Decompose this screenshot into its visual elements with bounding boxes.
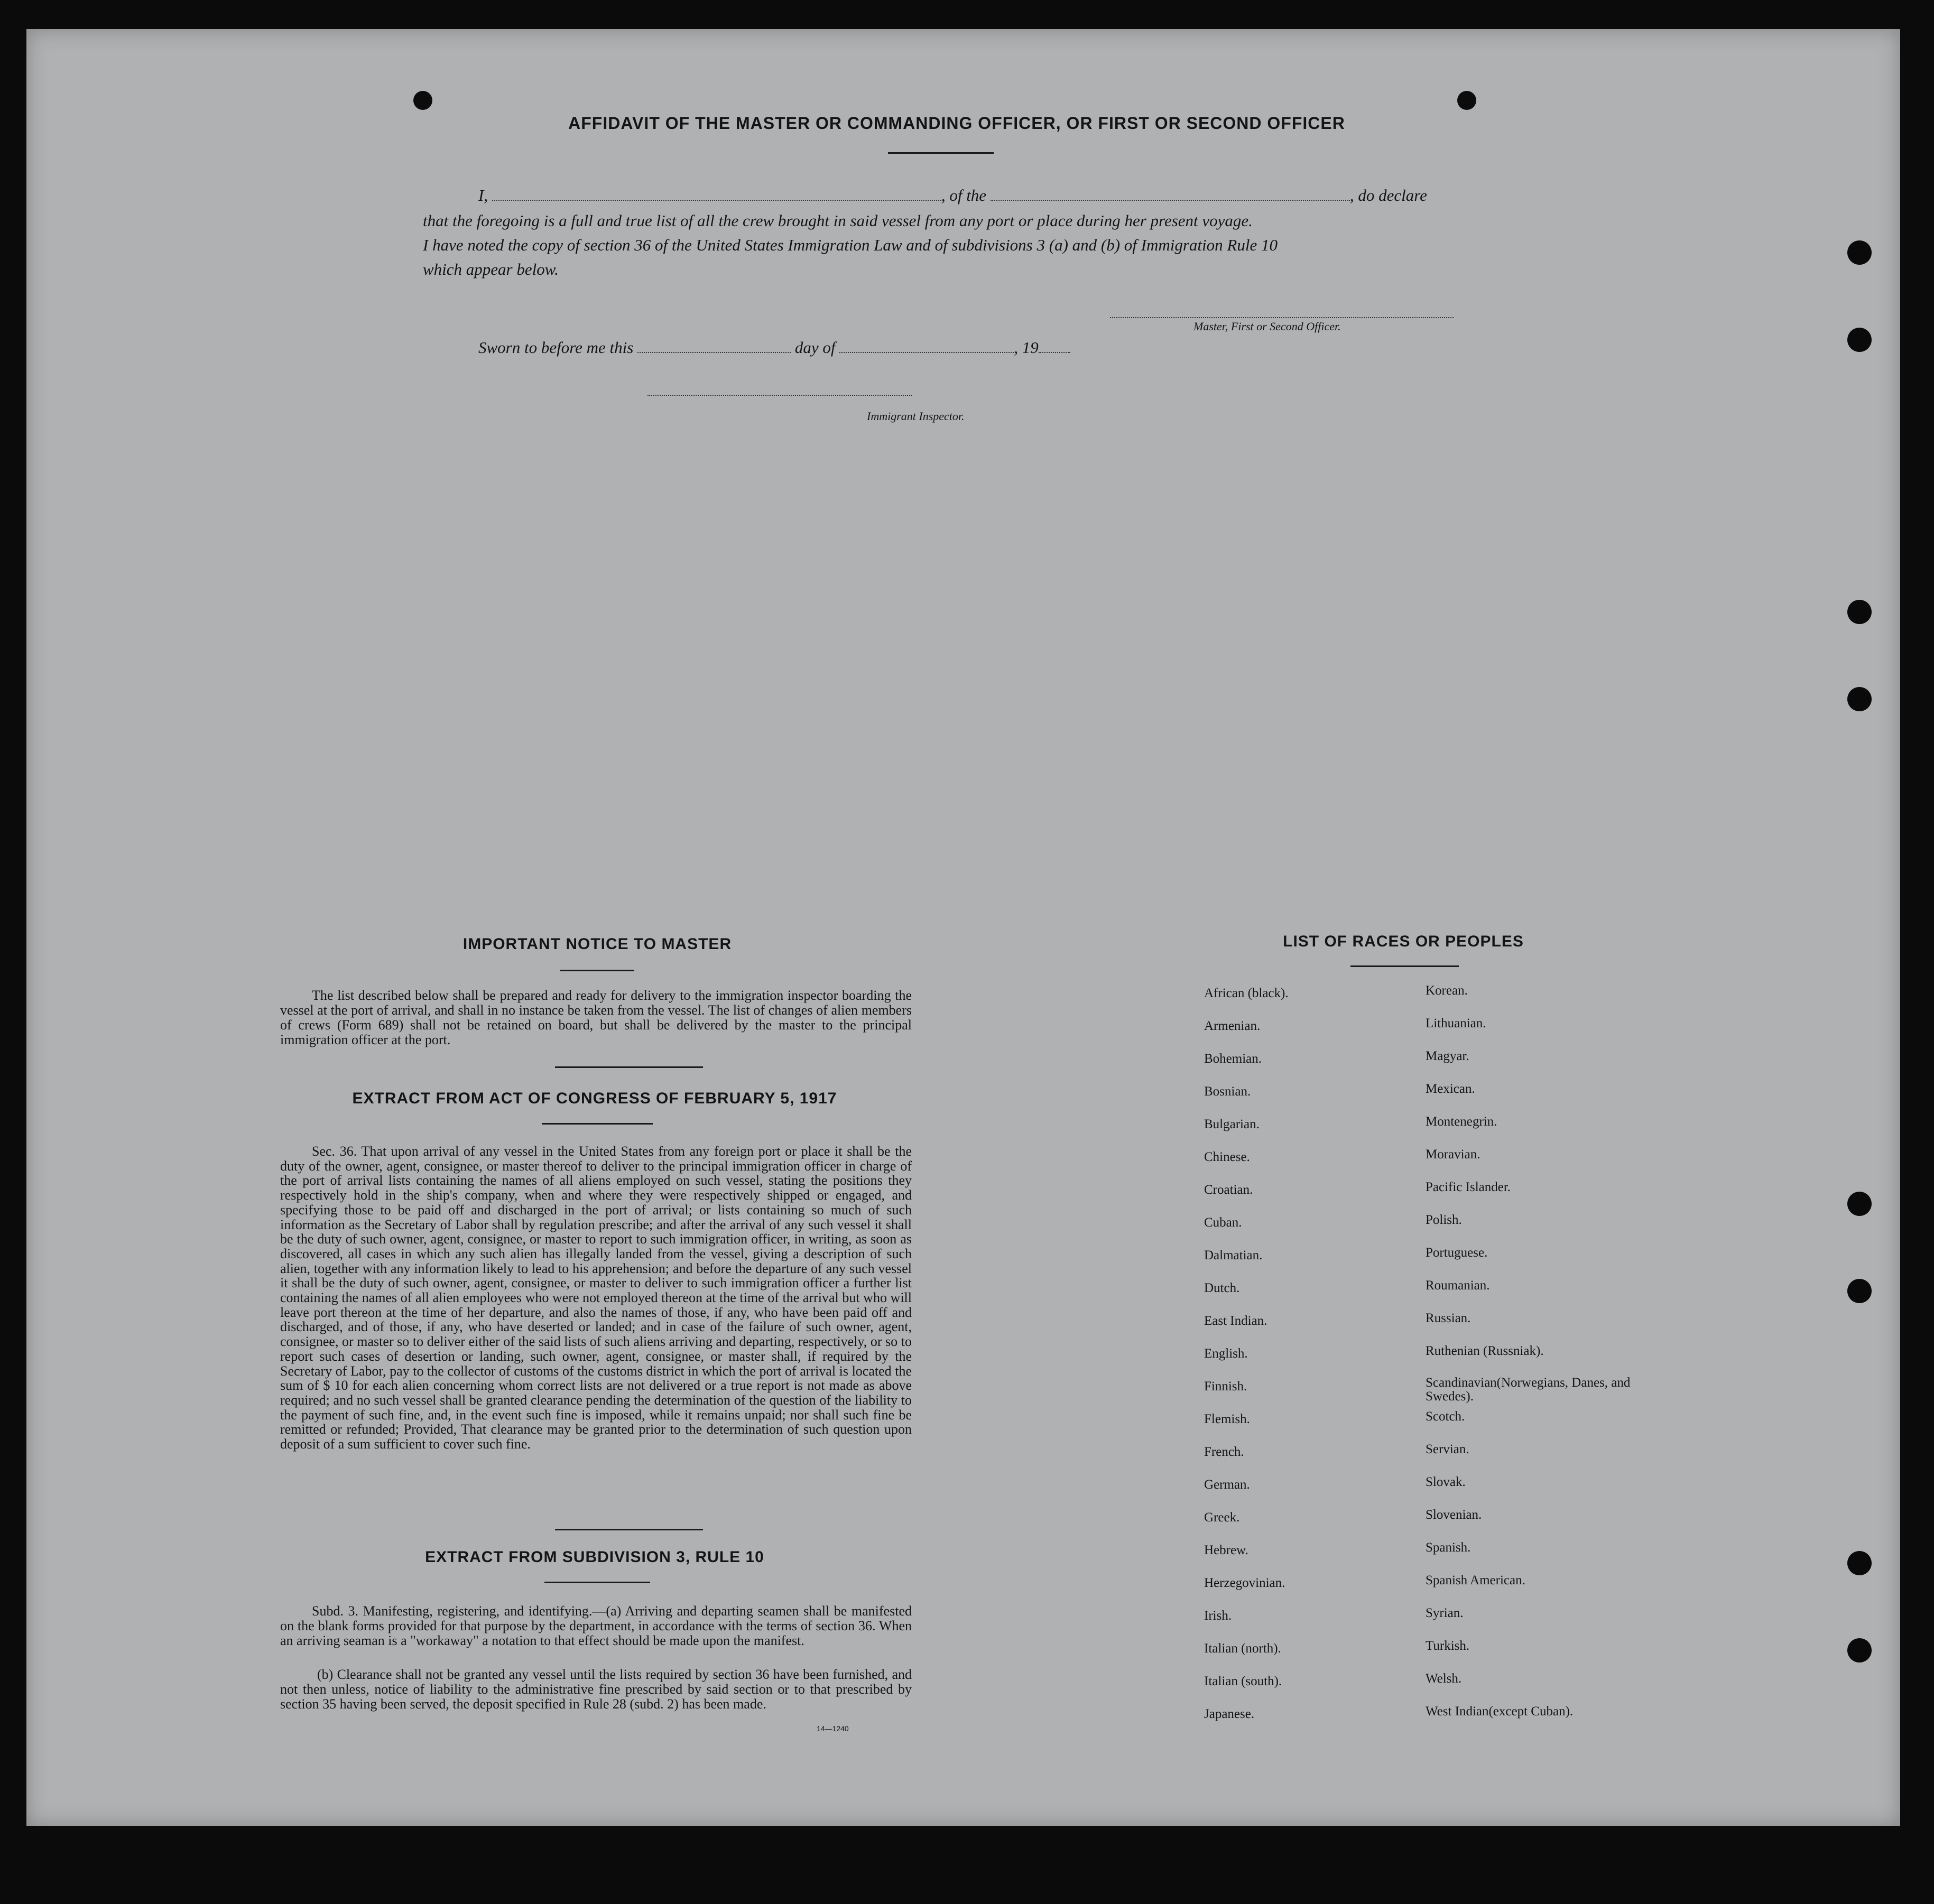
year-field[interactable] bbox=[1039, 352, 1070, 353]
binder-hole bbox=[1847, 240, 1872, 265]
affidavit-title: AFFIDAVIT OF THE MASTER OR COMMANDING OFFICER, OR FIRST OR SECOND OFFICER bbox=[568, 114, 1345, 133]
punch-hole bbox=[413, 91, 432, 110]
master-label: Master, First or Second Officer. bbox=[1193, 320, 1341, 333]
binder-hole bbox=[1847, 687, 1872, 711]
race-item: Moravian. bbox=[1426, 1147, 1480, 1162]
race-item: Magyar. bbox=[1426, 1049, 1469, 1063]
race-item: Roumanian. bbox=[1426, 1278, 1490, 1293]
binder-hole bbox=[1847, 1192, 1872, 1216]
sworn-line bbox=[478, 338, 1070, 357]
binder-hole bbox=[1847, 1551, 1872, 1575]
race-item: French. bbox=[1204, 1445, 1244, 1459]
races-column-2 bbox=[1426, 983, 1637, 1736]
race-item: Dutch. bbox=[1204, 1281, 1240, 1295]
race-item: Servian. bbox=[1426, 1442, 1469, 1456]
races-title: LIST OF RACES OR PEOPLES bbox=[1283, 933, 1524, 950]
vessel-field[interactable] bbox=[991, 200, 1350, 201]
notice-text bbox=[280, 988, 912, 1047]
race-item: Spanish. bbox=[1426, 1540, 1471, 1555]
race-item: Bulgarian. bbox=[1204, 1117, 1260, 1131]
race-item: Welsh. bbox=[1426, 1671, 1462, 1686]
divider bbox=[555, 1066, 703, 1068]
race-item: African (black). bbox=[1204, 986, 1289, 1000]
day-field[interactable] bbox=[637, 352, 791, 353]
race-item: Italian (north). bbox=[1204, 1641, 1281, 1656]
race-item: West Indian(except Cuban). bbox=[1426, 1704, 1574, 1719]
race-item: Japanese. bbox=[1204, 1707, 1255, 1721]
binder-hole bbox=[1847, 600, 1872, 624]
subdivision-text-a bbox=[280, 1604, 912, 1648]
divider bbox=[555, 1529, 703, 1530]
race-item: Hebrew. bbox=[1204, 1543, 1248, 1557]
name-field[interactable] bbox=[492, 200, 941, 201]
divider bbox=[888, 152, 994, 154]
race-item: Scotch. bbox=[1426, 1409, 1465, 1424]
race-item: Irish. bbox=[1204, 1609, 1232, 1623]
race-item: Syrian. bbox=[1426, 1606, 1464, 1620]
race-item: Slovak. bbox=[1426, 1475, 1466, 1489]
race-item: Turkish. bbox=[1426, 1639, 1470, 1653]
race-item: Montenegrin. bbox=[1426, 1114, 1497, 1129]
form-number: 14—1240 bbox=[817, 1724, 849, 1733]
race-item: Greek. bbox=[1204, 1510, 1240, 1525]
race-item: Croatian. bbox=[1204, 1183, 1253, 1197]
race-item: Lithuanian. bbox=[1426, 1016, 1486, 1030]
day-of-label: day of bbox=[794, 338, 836, 357]
race-item: East Indian. bbox=[1204, 1314, 1267, 1328]
race-item: Spanish American. bbox=[1426, 1573, 1525, 1587]
race-item: Flemish. bbox=[1204, 1412, 1250, 1426]
affidavit-body-2: I have noted the copy of section 36 of the United States Immigration Law and of subdivisions 3 (a) and (b) of Immigration Rule 10 bbox=[423, 236, 1278, 254]
binder-hole bbox=[1847, 328, 1872, 352]
race-item: Slovenian. bbox=[1426, 1508, 1482, 1522]
race-item: German. bbox=[1204, 1478, 1250, 1492]
races-column-1 bbox=[1204, 986, 1289, 1739]
do-declare-label: , do declare bbox=[1349, 186, 1427, 205]
race-item: Finnish. bbox=[1204, 1379, 1247, 1394]
declare-i-label: I, bbox=[478, 186, 488, 205]
race-item: Bohemian. bbox=[1204, 1052, 1262, 1066]
race-item: Bosnian. bbox=[1204, 1084, 1251, 1099]
act-title: EXTRACT FROM ACT OF CONGRESS OF FEBRUARY 5, 1917 bbox=[352, 1090, 837, 1107]
race-item: Herzegovinian. bbox=[1204, 1576, 1285, 1590]
year-label: , 19 bbox=[1014, 338, 1039, 357]
race-item: Chinese. bbox=[1204, 1150, 1250, 1164]
race-item: Scandinavian(Norwegians, Danes, and Swedes). bbox=[1426, 1376, 1631, 1404]
race-item: Dalmatian. bbox=[1204, 1248, 1263, 1262]
race-item: Cuban. bbox=[1204, 1215, 1242, 1230]
race-item: Armenian. bbox=[1204, 1019, 1261, 1033]
subdivision-title: EXTRACT FROM SUBDIVISION 3, RULE 10 bbox=[425, 1548, 764, 1566]
divider bbox=[542, 1123, 653, 1125]
act-text-body: Sec. 36. That upon arrival of any vessel in the United States from any foreign port or place it shall be the duty of the owner, agent, consignee, or master thereof to deliver to the principal immigration officer in charge of the port of arrival lists containing the names of all aliens employed on such vessel, stating the positions they respectively hold in the ship's company, when and where they were respectively shipped or engaged, and specifying those to be paid off and discharged in the port of arrival; or lists containing so much of such information as the Secretary of Labor shall by regulation prescribe; and after the arrival of any such vessel it shall be the duty of such owner, agent, consignee, or master to report to such immigration officer, in writing, as soon as discovered, all cases in which any such alien has illegally landed from the vessel, giving a description of such alien, together with any information likely to lead to his apprehension; and before the departure of any such vessel it shall be the duty of such owner, agent, consignee, or master to deliver to such immigration officer a further list containing the names of all alien employees who were not employed thereon at the time of the arrival but who will leave port thereon at the time of her departure, and also the names of those, if any, who have been paid off and discharged, and of those, if any, who have deserted or landed; and in case of the failure of such owner, agent, consignee, or master so to deliver either of the said lists of such aliens arriving and departing, respectively, or so to report such cases of desertion or landing, such owner, agent, consignee, or master shall, if required by the Secretary of Labor, pay to the collector of customs of the customs district in which the port of arrival is located the sum of $ 10 for each alien concerning whom correct lists are not delivered or a true report is not made as above required; and no such vessel shall be granted clearance pending the determination of the question of the liability to the payment of such fine, and, in the event such fine is imposed, while it remains unpaid; nor shall such fine be remitted or refunded; Provided, That clearance may be granted prior to the determination of such question upon deposit of a sum sufficient to cover such fine. bbox=[280, 1144, 912, 1452]
race-item: Russian. bbox=[1426, 1311, 1471, 1325]
subdivision-text-b bbox=[280, 1667, 912, 1712]
divider bbox=[544, 1582, 650, 1583]
race-item: Pacific Islander. bbox=[1426, 1180, 1511, 1194]
race-item: Italian (south). bbox=[1204, 1674, 1282, 1688]
race-item: Portuguese. bbox=[1426, 1246, 1488, 1260]
month-field[interactable] bbox=[839, 352, 1014, 353]
binder-hole bbox=[1847, 1638, 1872, 1662]
race-item: Ruthenian (Russniak). bbox=[1426, 1344, 1544, 1358]
race-item: English. bbox=[1204, 1346, 1248, 1361]
punch-hole bbox=[1457, 91, 1476, 110]
signature-line[interactable] bbox=[1110, 316, 1454, 318]
of-the-label: , of the bbox=[941, 186, 987, 205]
declaration-line bbox=[478, 186, 1427, 205]
race-item: Mexican. bbox=[1426, 1082, 1475, 1096]
race-item: Korean. bbox=[1426, 983, 1468, 998]
binder-hole bbox=[1847, 1279, 1872, 1303]
sworn-prefix: Sworn to before me this bbox=[478, 338, 634, 357]
inspector-label: Immigrant Inspector. bbox=[867, 410, 965, 423]
subdivision-a-body: Subd. 3. Manifesting, registering, and identifying.—(a) Arriving and departing seamen shall be manifested on the blank forms provided for that purpose by the department, in accordance with the terms of section 36. When an arriving seaman is a "workaway" a notation to that effect should be made upon the manifest. bbox=[280, 1603, 912, 1648]
inspector-signature-line[interactable] bbox=[647, 394, 912, 396]
subdivision-b-body: (b) Clearance shall not be granted any vessel until the lists required by section 36 have been furnished, and not then unless, notice of liability to the administrative fine prescribed by said section or to that prescribed by section 35 having been served, the deposit specified in Rule 28 (subd. 2) has been made. bbox=[280, 1667, 912, 1712]
race-item: Polish. bbox=[1426, 1213, 1462, 1227]
affidavit-body-3: which appear below. bbox=[423, 260, 559, 278]
divider bbox=[1350, 965, 1459, 967]
divider bbox=[560, 970, 634, 971]
notice-text-body: The list described below shall be prepared and ready for delivery to the immigration inspector boarding the vessel at the port of arrival, and shall in no instance be taken from the vessel. The list of changes of alien members of crews (Form 689) shall not be retained on board, but shall be delivered by the master to the principal immigration officer at the port. bbox=[280, 988, 912, 1047]
notice-title: IMPORTANT NOTICE TO MASTER bbox=[462, 935, 732, 953]
act-text bbox=[280, 1144, 912, 1452]
affidavit-body-1: that the foregoing is a full and true list of all the crew brought in said vessel from any port or place during her present voyage. bbox=[423, 211, 1253, 230]
